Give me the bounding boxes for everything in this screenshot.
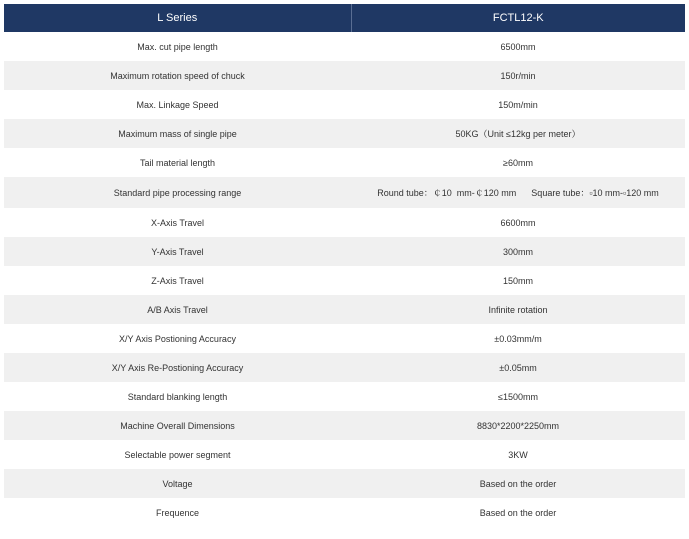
table-row bbox=[4, 208, 685, 237]
row-label: Max. Linkage Speed bbox=[4, 90, 351, 119]
row-label: Selectable power segment bbox=[4, 440, 351, 469]
table-row bbox=[4, 148, 685, 177]
row-value: 150m/min bbox=[351, 90, 685, 119]
table-row bbox=[4, 266, 685, 295]
row-label: Max. cut pipe length bbox=[4, 32, 351, 61]
spec-table bbox=[4, 4, 685, 527]
table-row bbox=[4, 90, 685, 119]
table-row bbox=[4, 32, 685, 61]
row-label: Standard blanking length bbox=[4, 382, 351, 411]
row-value: 6500mm bbox=[351, 32, 685, 61]
row-value: Round tube：￠10 mm-￠120 mm Square tube：▫10 mm-▫120 mm bbox=[351, 177, 685, 208]
row-value: 6600mm bbox=[351, 208, 685, 237]
row-value: 300mm bbox=[351, 237, 685, 266]
table-row bbox=[4, 382, 685, 411]
row-value: Based on the order bbox=[351, 469, 685, 498]
table-row bbox=[4, 61, 685, 90]
row-label: X/Y Axis Postioning Accuracy bbox=[4, 324, 351, 353]
row-label: X/Y Axis Re-Postioning Accuracy bbox=[4, 353, 351, 382]
row-value: 50KG（Unit ≤12kg per meter） bbox=[351, 119, 685, 148]
row-value: 150mm bbox=[351, 266, 685, 295]
table-row bbox=[4, 411, 685, 440]
row-label: Frequence bbox=[4, 498, 351, 527]
table-header-row bbox=[4, 4, 685, 32]
row-value: ≥60mm bbox=[351, 148, 685, 177]
row-label: Z-Axis Travel bbox=[4, 266, 351, 295]
row-value: Based on the order bbox=[351, 498, 685, 527]
table-row bbox=[4, 498, 685, 527]
row-value: 3KW bbox=[351, 440, 685, 469]
row-label: Maximum mass of single pipe bbox=[4, 119, 351, 148]
row-value: Infinite rotation bbox=[351, 295, 685, 324]
row-value: 8830*2200*2250mm bbox=[351, 411, 685, 440]
table-row bbox=[4, 295, 685, 324]
table-row bbox=[4, 324, 685, 353]
row-label: Maximum rotation speed of chuck bbox=[4, 61, 351, 90]
table-row bbox=[4, 469, 685, 498]
row-label: Y-Axis Travel bbox=[4, 237, 351, 266]
table-row bbox=[4, 237, 685, 266]
row-label: Voltage bbox=[4, 469, 351, 498]
row-label: Machine Overall Dimensions bbox=[4, 411, 351, 440]
row-value: ±0.05mm bbox=[351, 353, 685, 382]
row-value: ±0.03mm/m bbox=[351, 324, 685, 353]
header-series: L Series bbox=[4, 4, 351, 32]
table-row bbox=[4, 440, 685, 469]
header-model: FCTL12-K bbox=[351, 4, 685, 32]
row-label: Tail material length bbox=[4, 148, 351, 177]
table-row bbox=[4, 119, 685, 148]
row-label: A/B Axis Travel bbox=[4, 295, 351, 324]
row-value: 150r/min bbox=[351, 61, 685, 90]
row-label: X-Axis Travel bbox=[4, 208, 351, 237]
table-row bbox=[4, 177, 685, 208]
row-label: Standard pipe processing range bbox=[4, 177, 351, 208]
row-value: ≤1500mm bbox=[351, 382, 685, 411]
table-row bbox=[4, 353, 685, 382]
